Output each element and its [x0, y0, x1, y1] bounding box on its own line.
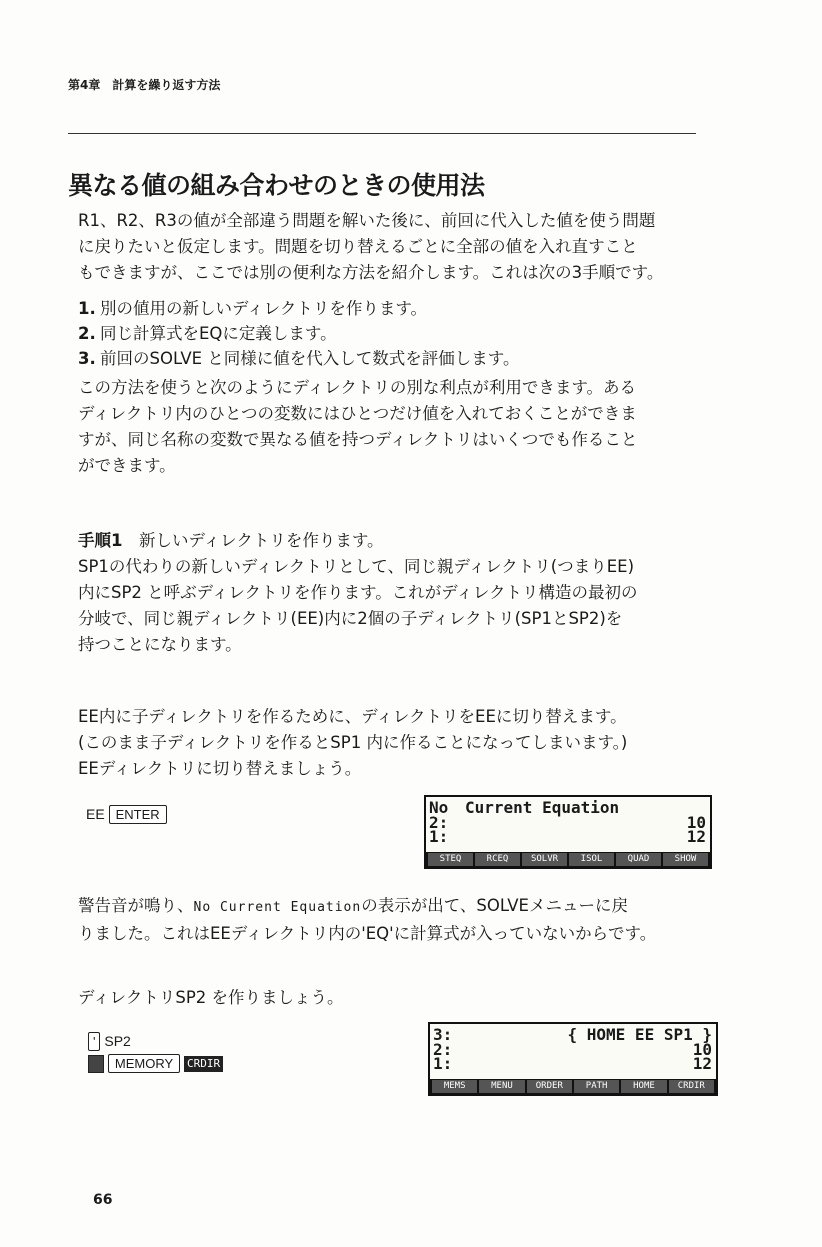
softkey-menu	[426, 852, 710, 867]
text-line	[78, 893, 656, 921]
stack-level: 2:	[433, 1040, 453, 1059]
text-line: (このまま子ディレクトリを作るとSP1 内に作ることになってしまいます。)	[78, 733, 628, 752]
text-line: R1、R2、R3の値が全部違う問題を解いた後に、前回に代入した値を使う問題	[78, 211, 656, 230]
procedure-heading	[78, 528, 638, 554]
calculator-screen-2	[428, 1022, 718, 1096]
benefit-paragraph	[78, 375, 637, 479]
text-line: EE内に子ディレクトリを作るために、ディレクトリをEEに切り替えます。	[78, 707, 627, 726]
softkey-menu	[430, 1079, 716, 1094]
menu-label: STEQ	[428, 853, 473, 866]
menu-label: RCEQ	[475, 853, 520, 866]
text-line: もできますが、ここでは別の便利な方法を紹介します。これは次の3手順です。	[78, 263, 664, 282]
menu-label: PATH	[574, 1080, 619, 1093]
keystroke-prefix: EE	[86, 806, 105, 822]
step-number: 3.	[78, 349, 96, 368]
text-line: 内にSP2 と呼ぶディレクトリを作ります。これがディレクトリ構造の最初の	[78, 583, 638, 602]
text-line: EEディレクトリに切り替えましょう。	[78, 759, 362, 778]
stack-value: 10	[692, 1040, 712, 1059]
menu-label: ISOL	[569, 853, 614, 866]
memory-key: MEMORY	[108, 1054, 180, 1073]
text-line: ディレクトリ内のひとつの変数にはひとつだけ値を入れておくことができま	[78, 404, 637, 423]
menu-label: HOME	[621, 1080, 666, 1093]
warning-paragraph	[78, 893, 656, 947]
menu-label: SOLVR	[522, 853, 567, 866]
step-text: 前回のSOLVE と同様に値を代入して数式を評価します。	[100, 349, 520, 368]
stack-level: No	[429, 798, 449, 817]
stack-level: 2:	[429, 813, 449, 832]
directory-name: SP2	[104, 1033, 131, 1049]
step-number: 2.	[78, 324, 96, 343]
create-instruction: ディレクトリSP2 を作りましょう。	[78, 988, 344, 1007]
left-shift-key-icon	[88, 1055, 104, 1073]
warning-message-mono: No Current Equation	[193, 900, 362, 915]
stack-value: 12	[692, 1054, 712, 1073]
keystroke-line	[88, 1052, 223, 1074]
step-number: 1.	[78, 299, 96, 318]
procedure-title: 新しいディレクトリを作ります。	[138, 531, 384, 550]
keystroke-line	[88, 1030, 223, 1052]
calculator-screen-1	[424, 795, 712, 869]
menu-label: ORDER	[527, 1080, 572, 1093]
quote-key: '	[88, 1032, 100, 1051]
text-line: 持つことになります。	[78, 635, 242, 654]
menu-label: MENU	[479, 1080, 524, 1093]
step-item	[78, 321, 519, 346]
warning-pre: 警告音が鳴り、	[78, 896, 194, 915]
menu-label: MEMS	[432, 1080, 477, 1093]
section-title: 異なる値の組み合わせのときの使用法	[68, 171, 485, 200]
text-line: りました。これはEEディレクトリ内の'EQ'に計算式が入っていないからです。	[78, 924, 657, 943]
keystroke-crdir	[88, 1030, 223, 1074]
stack-value: 10	[686, 813, 706, 832]
procedure-label: 手順1	[78, 531, 123, 550]
step-text: 同じ計算式をEQに定義します。	[100, 324, 337, 343]
message-text: Current Equation	[465, 798, 620, 817]
menu-label: SHOW	[663, 853, 708, 866]
step-item	[78, 296, 519, 321]
step-text: 別の値用の新しいディレクトリを作ります。	[100, 299, 428, 318]
step-list	[78, 296, 519, 371]
enter-key: ENTER	[109, 805, 167, 824]
procedure-block	[78, 528, 638, 658]
keystroke-ee-enter	[86, 805, 167, 824]
text-line: SP1の代わりの新しいディレクトリとして、同じ親ディレクトリ(つまりEE)	[78, 557, 635, 576]
text-line: すが、同じ名称の変数で異なる値を持つディレクトリはいくつでも作ること	[78, 430, 638, 449]
warning-post: の表示が出て、SOLVEメニューに戻	[361, 896, 628, 915]
crdir-softkey: CRDIR	[184, 1056, 223, 1072]
intro-paragraph	[78, 208, 663, 286]
step-item	[78, 346, 519, 371]
page-number: 66	[93, 1192, 113, 1208]
menu-label: CRDIR	[669, 1080, 714, 1093]
text-line: ができます。	[78, 456, 176, 475]
menu-label: QUAD	[616, 853, 661, 866]
text-line: に戻りたいと仮定します。問題を切り替えるごとに全部の値を入れ直すこと	[78, 237, 638, 256]
text-line: この方法を使うと次のようにディレクトリの別な利点が利用できます。ある	[78, 378, 637, 397]
header-rule	[68, 133, 696, 134]
stack-value: 12	[686, 827, 706, 846]
running-head: 第4章 計算を繰り返す方法	[68, 78, 221, 92]
text-line: 分岐で、同じ親ディレクトリ(EE)内に2個の子ディレクトリ(SP1とSP2)を	[78, 609, 623, 628]
stack-level: 3:	[433, 1025, 453, 1044]
switch-paragraph	[78, 704, 627, 782]
stack-level: 1:	[433, 1054, 453, 1073]
path-list: { HOME EE SP1 }	[567, 1025, 712, 1044]
stack-level: 1:	[429, 827, 449, 846]
